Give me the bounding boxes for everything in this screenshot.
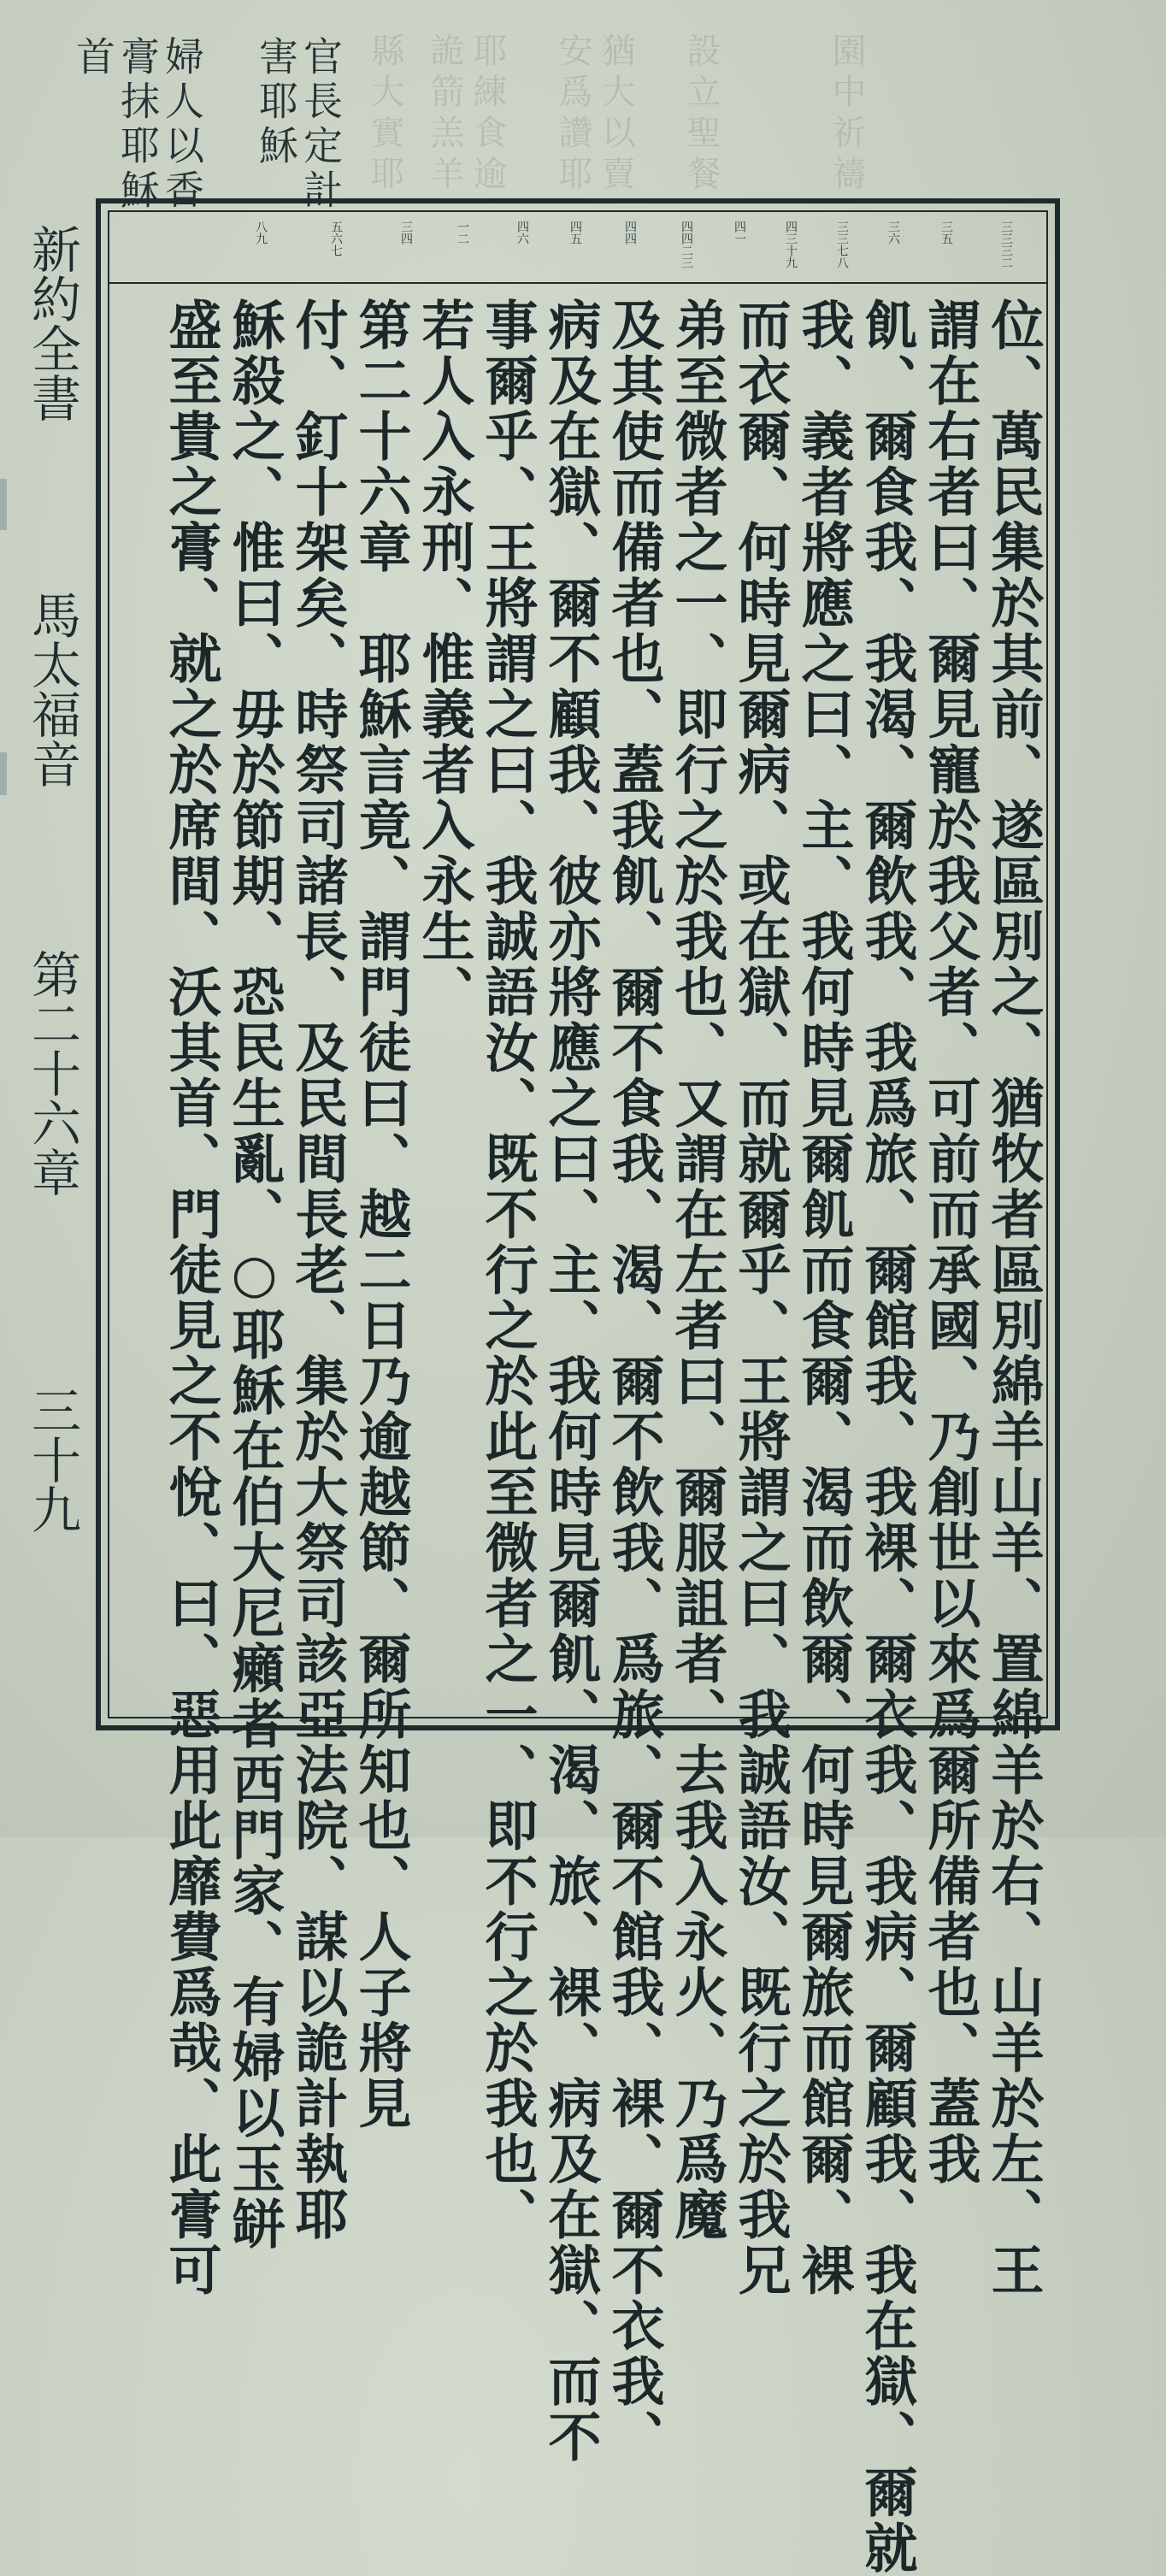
verse-number: 四五 xyxy=(568,221,582,245)
text-column: 事爾乎、王將謂之曰、我誠語汝、既不行之於此至微者之一、即不行之於我也、 xyxy=(476,298,539,2243)
page-tab-mark xyxy=(0,479,7,530)
page-number: 三十九 xyxy=(23,1385,81,1534)
margin-note: 首 xyxy=(70,36,116,80)
show-through-text: 園中祈禱 xyxy=(827,32,866,197)
chapter-label: 第二十六章 xyxy=(23,949,81,1197)
verse-number: 四一 xyxy=(733,221,746,245)
margin-notes xyxy=(70,26,1060,214)
text-frame xyxy=(96,198,1060,2576)
gospel-title: 馬太福音 xyxy=(23,590,81,788)
text-column: 盛至貴之膏、就之於席間、沃其首、門徒見之不悅、曰、惡用此靡費爲哉、此膏可 xyxy=(160,298,222,2298)
margin-note: 婦人以香 xyxy=(159,36,205,214)
verse-number: 三三七八 xyxy=(835,221,849,268)
verse-number: 三三三二 xyxy=(999,221,1013,268)
verse-number: 三六 xyxy=(886,221,900,245)
verse-number: 五六七 xyxy=(329,221,343,256)
text-column: 若人入永刑、惟義者入永生、 xyxy=(413,298,475,1020)
margin-note: 膏抹耶穌 xyxy=(115,36,161,214)
page-tab-mark xyxy=(0,752,7,795)
margin-note: 害耶穌 xyxy=(253,36,299,169)
text-column: 及其使而備者也、蓋我飢、爾不食我、渴、爾不飲我、爲旅、爾不館我、裸、爾不衣我、 xyxy=(603,298,665,2465)
text-column: 飢、爾食我、我渴、爾飲我、我爲旅、爾館我、我裸、爾衣我、我病、爾顧我、我在獄、爾就 xyxy=(856,298,918,2576)
text-column: 付、釘十架矣、時祭司諸長、及民間長老、集於大祭司該亞法院、謀以詭計執耶 xyxy=(286,298,349,2243)
verse-number: 三五 xyxy=(939,221,953,245)
verse-number: 八九 xyxy=(254,221,268,245)
book-title: 新約全書 xyxy=(23,224,81,422)
inner-border xyxy=(108,210,1048,2576)
text-column: 我、義者將應之曰、主、我何時見爾飢而食爾、渴而飲爾、何時見爾旅而館爾、裸 xyxy=(792,298,855,2298)
text-column: 穌殺之、惟曰、毋於節期、恐民生亂、○耶穌在伯大尼癩者西門家、有婦以玉缾 xyxy=(223,298,286,2252)
chapter-heading-column: 第二十六章 耶穌言竟、謂門徒曰、越二日乃逾越節、爾所知也、人子將見 xyxy=(350,298,412,2131)
text-column: 弟至微者之一、即行之於我也、又謂在左者曰、爾服詛者、去我入永火、乃爲魔 xyxy=(666,298,728,2243)
show-through-text: 縣大實耶 xyxy=(365,32,404,197)
verse-number: 一二 xyxy=(456,221,469,245)
show-through-text: 猶大以賣 xyxy=(596,32,635,197)
show-through-text: 設立聖餐 xyxy=(681,32,721,197)
text-column: 而衣爾、何時見爾病、或在獄、而就爾乎、王將謂之曰、我誠語汝、既行之於我兄 xyxy=(729,298,792,2298)
text-column: 位、萬民集於其前、遂區別之、猶牧者區別綿羊山羊、置綿羊於右、山羊於左、王 xyxy=(982,298,1045,2298)
verse-number: 四六 xyxy=(515,221,529,245)
text-column: 謂在右者曰、爾見寵於我父者、可前而承國、乃創世以來爲爾所備者也、蓋我 xyxy=(919,298,981,2187)
verse-number-rule xyxy=(109,282,1046,284)
show-through-text: 耶練食逾 xyxy=(468,32,507,197)
verse-number: 四四二三 xyxy=(680,221,693,268)
verse-number: 四三十九 xyxy=(784,221,798,268)
show-through-text: 安爲讚耶 xyxy=(553,32,592,197)
text-column: 病及在獄、爾不顧我、彼亦將應之曰、主、我何時見爾飢、渴、旅、裸、病及在獄、而不 xyxy=(539,298,602,2465)
verse-number: 四四 xyxy=(623,221,637,245)
verse-number: 三四 xyxy=(399,221,413,245)
margin-note: 官長定計 xyxy=(297,36,344,214)
show-through-text: 詭箭羔羊 xyxy=(425,32,464,197)
